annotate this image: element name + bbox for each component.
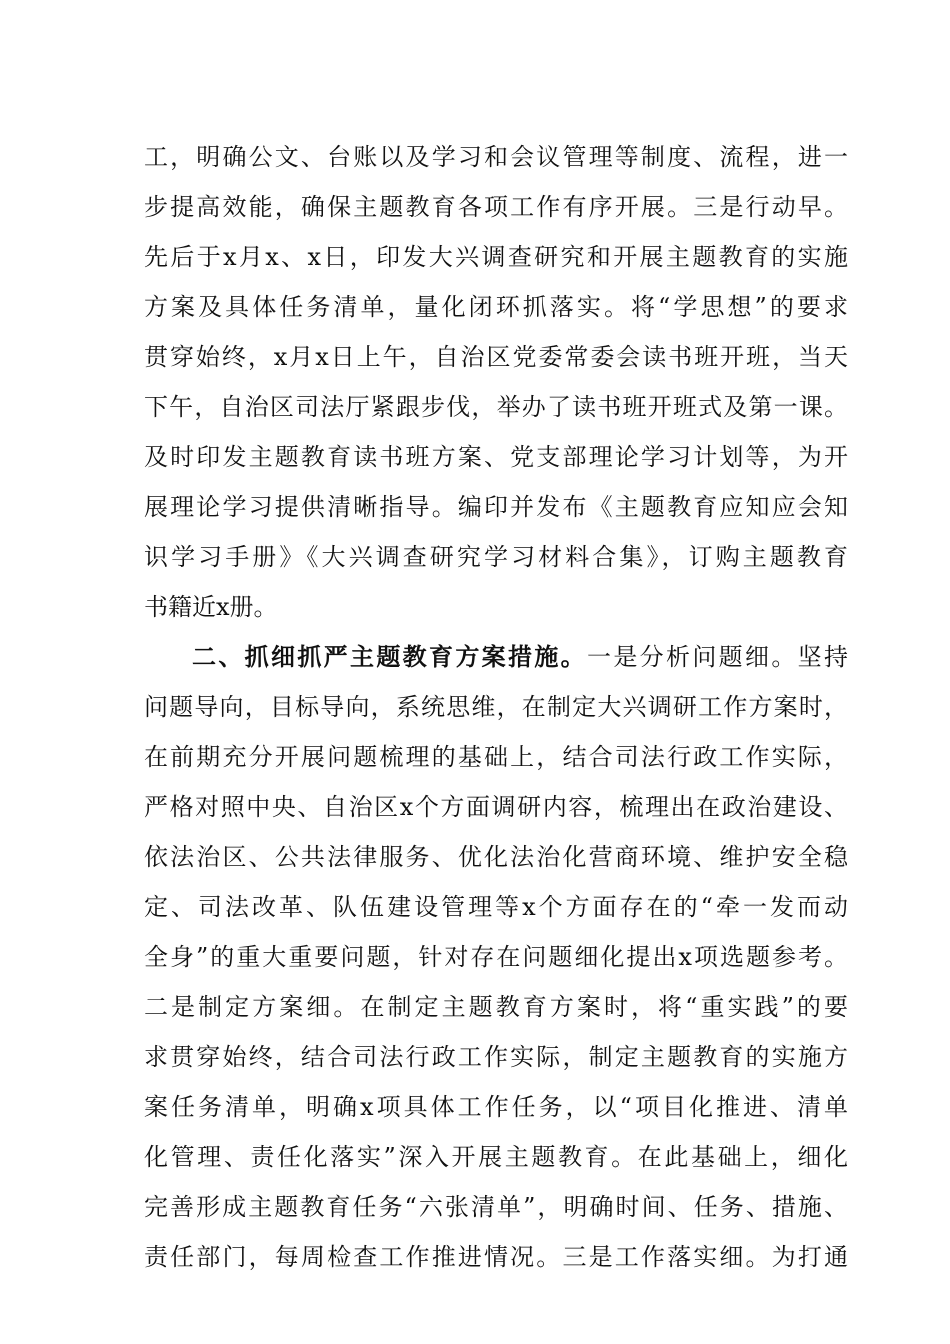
text-line: 工，明确公文、台账以及学习和会议管理等制度、流程，进一	[144, 143, 848, 171]
text-line: 求贯穿始终，结合司法行政工作实际，制定主题教育的实施方	[144, 1043, 848, 1071]
text-line: 下午，自治区司法厅紧跟步伐，举办了读书班开班式及第一课。	[144, 393, 848, 421]
text-line: 及时印发主题教育读书班方案、党支部理论学习计划等，为开	[144, 443, 848, 471]
text-line: 全身”的重大重要问题，针对存在问题细化提出x项选题参考。	[144, 943, 848, 971]
text-line: 在前期充分开展问题梳理的基础上，结合司法行政工作实际，	[144, 743, 848, 771]
text-line: 问题导向，目标导向，系统思维，在制定大兴调研工作方案时，	[144, 693, 848, 721]
text-line: 步提高效能，确保主题教育各项工作有序开展。三是行动早。	[144, 193, 848, 221]
text-line: 严格对照中央、自治区x个方面调研内容，梳理出在政治建设、	[144, 793, 848, 821]
text-line: 先后于x月x、x日，印发大兴调查研究和开展主题教育的实施	[144, 243, 848, 271]
text-line: 定、司法改革、队伍建设管理等x个方面存在的“牵一发而动	[144, 893, 848, 921]
text-line: 展理论学习提供清晰指导。编印并发布《主题教育应知应会知	[144, 493, 848, 521]
text-line: 责任部门，每周检查工作推进情况。三是工作落实细。为打通	[144, 1243, 848, 1271]
text-line: 二是制定方案细。在制定主题教育方案时，将“重实践”的要	[144, 993, 848, 1021]
section-heading-line	[192, 637, 848, 677]
text-line: 案任务清单，明确x项具体工作任务，以“项目化推进、清单	[144, 1093, 848, 1121]
section-heading: 二、抓细抓严主题教育方案措施。	[192, 642, 587, 671]
text-line: 识学习手册》《大兴调查研究学习材料合集》，订购主题教育	[144, 543, 848, 571]
text-line: 化管理、责任化落实”深入开展主题教育。在此基础上，细化	[144, 1143, 848, 1171]
text-line: 完善形成主题教育任务“六张清单”，明确时间、任务、措施、	[144, 1193, 848, 1221]
text-line: 书籍近x册。	[144, 593, 278, 621]
text-line: 依法治区、公共法律服务、优化法治化营商环境、维护安全稳	[144, 843, 848, 871]
text-line: 贯穿始终，x月x日上午，自治区党委常委会读书班开班，当天	[144, 343, 848, 371]
text-line: 方案及具体任务清单，量化闭环抓落实。将“学思想”的要求	[144, 293, 848, 321]
section-heading-continuation: 一是分析问题细。坚持	[587, 643, 848, 671]
